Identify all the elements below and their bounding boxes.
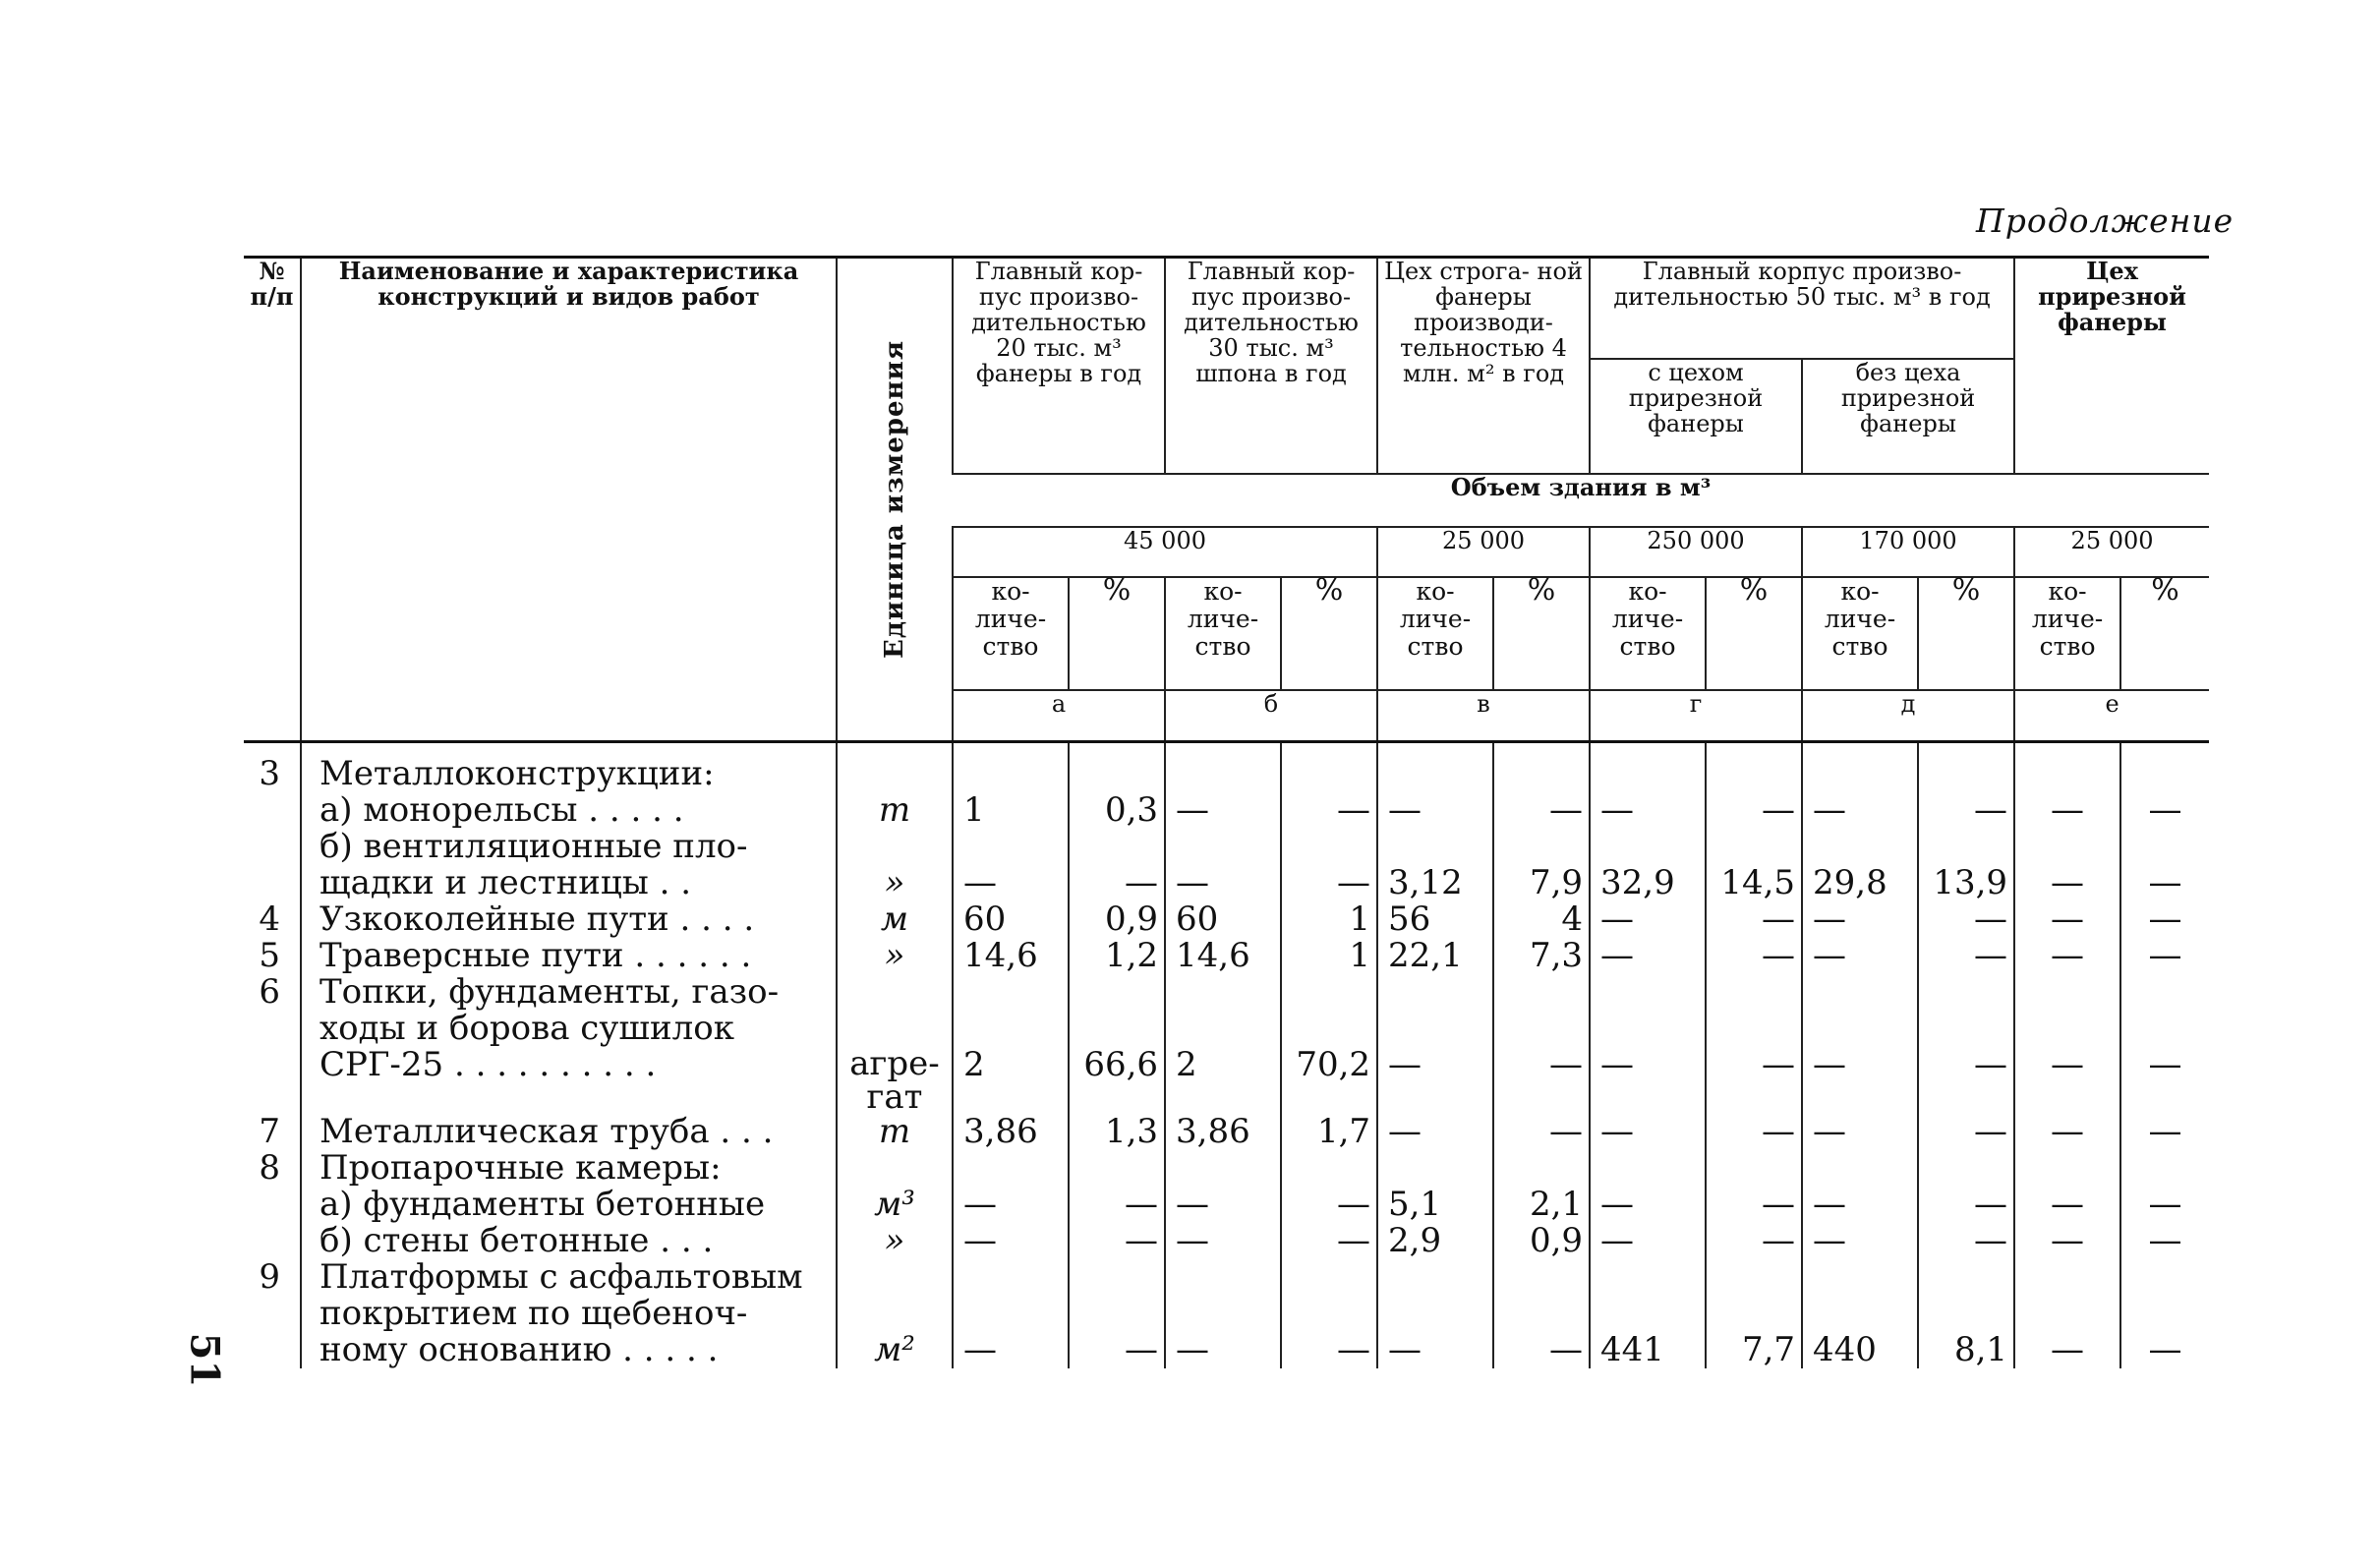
row-value <box>1377 1150 1493 1187</box>
work-volume-table <box>244 256 2209 1368</box>
row-value <box>1590 756 1706 792</box>
row-value <box>1802 1150 1918 1187</box>
row-unit: м <box>837 901 953 938</box>
table-row <box>244 901 2209 938</box>
row-value: — <box>2120 1187 2209 1223</box>
row-value <box>1590 1150 1706 1187</box>
row-value <box>1802 974 1918 1011</box>
table-row <box>244 1047 2209 1114</box>
row-unit: » <box>837 938 953 974</box>
table-row <box>244 1259 2209 1296</box>
row-value: 56 <box>1377 901 1493 938</box>
row-name: щадки и лестницы . . <box>301 865 837 901</box>
row-value <box>953 1296 1069 1332</box>
row-unit <box>837 1296 953 1332</box>
row-value <box>953 1150 1069 1187</box>
row-value <box>1918 974 2014 1011</box>
header-pct: % <box>1706 577 1802 690</box>
row-value: — <box>953 1223 1069 1259</box>
row-value: — <box>2014 865 2120 901</box>
row-number: 6 <box>259 971 280 1012</box>
row-value: — <box>1706 901 1802 938</box>
row-value: 1,7 <box>1281 1114 1377 1150</box>
row-number: 3 <box>259 753 280 793</box>
row-value <box>1802 756 1918 792</box>
row-value <box>953 829 1069 865</box>
row-value <box>1493 1259 1590 1296</box>
table-row <box>244 938 2209 974</box>
row-unit: м³ <box>837 1187 953 1223</box>
row-number <box>244 829 301 865</box>
row-value: — <box>1069 865 1165 901</box>
page-number: 51 <box>181 1332 228 1388</box>
row-value <box>1706 756 1802 792</box>
header-pct: % <box>2120 577 2209 690</box>
row-value: — <box>1493 1114 1590 1150</box>
row-value <box>1069 1150 1165 1187</box>
row-value: 3,86 <box>953 1114 1069 1150</box>
row-value: — <box>1590 1114 1706 1150</box>
row-value <box>1377 1296 1493 1332</box>
row-value: — <box>1377 1047 1493 1114</box>
row-name: Узкоколейные пути . . . . <box>301 901 837 938</box>
row-value: 1 <box>953 792 1069 829</box>
row-value <box>1918 1259 2014 1296</box>
header-volume: Объем здания в м³ <box>953 474 2209 527</box>
row-name: Топки, фундаменты, газо- <box>301 974 837 1011</box>
header-qty: ко- личе- ство <box>953 577 1069 690</box>
row-value <box>1281 1150 1377 1187</box>
row-value <box>2120 1011 2209 1047</box>
row-number <box>244 1332 301 1368</box>
row-value: — <box>1281 1332 1377 1368</box>
row-unit <box>837 756 953 792</box>
row-value <box>953 1259 1069 1296</box>
row-value <box>2120 829 2209 865</box>
row-value: — <box>1493 1332 1590 1368</box>
row-unit: » <box>837 865 953 901</box>
row-name: Пропарочные камеры: <box>301 1150 837 1187</box>
row-value <box>1802 829 1918 865</box>
row-value <box>1165 1011 1281 1047</box>
row-number <box>244 792 301 829</box>
row-value: 2 <box>1165 1047 1281 1114</box>
row-value: 14,5 <box>1706 865 1802 901</box>
row-value: 32,9 <box>1590 865 1706 901</box>
header-pct: % <box>1918 577 2014 690</box>
row-value <box>1590 829 1706 865</box>
row-value <box>1802 1011 1918 1047</box>
row-value: — <box>1165 1187 1281 1223</box>
row-value: — <box>953 1332 1069 1368</box>
row-value: — <box>1165 1332 1281 1368</box>
row-value: — <box>1802 901 1918 938</box>
row-value <box>2014 1296 2120 1332</box>
table-row <box>244 974 2209 1011</box>
row-value: — <box>1706 1047 1802 1114</box>
row-value: 0,9 <box>1493 1223 1590 1259</box>
row-name: Металлоконструкции: <box>301 756 837 792</box>
row-value <box>1493 1011 1590 1047</box>
header-col-d: без цеха прирезной фанеры <box>1802 359 2014 474</box>
row-value <box>953 974 1069 1011</box>
header-letter: е <box>2014 690 2209 742</box>
row-value: — <box>2014 938 2120 974</box>
row-number <box>244 865 301 901</box>
row-value <box>2014 756 2120 792</box>
row-value: 1,3 <box>1069 1114 1165 1150</box>
row-value <box>1281 974 1377 1011</box>
row-value <box>1281 829 1377 865</box>
row-value: — <box>2120 1332 2209 1368</box>
row-value <box>1706 1296 1802 1332</box>
row-value <box>2120 1150 2209 1187</box>
row-value <box>1802 1296 1918 1332</box>
row-value: 3,12 <box>1377 865 1493 901</box>
row-value: — <box>1069 1187 1165 1223</box>
header-qty: ко- личе- ство <box>1802 577 1918 690</box>
row-unit: т <box>837 1114 953 1150</box>
header-letter: б <box>1165 690 1377 742</box>
row-value <box>1590 1011 1706 1047</box>
row-value <box>953 756 1069 792</box>
row-value: 440 <box>1802 1332 1918 1368</box>
row-value <box>2014 829 2120 865</box>
row-value: — <box>2120 865 2209 901</box>
row-name: б) вентиляционные пло- <box>301 829 837 865</box>
row-name: а) монорельсы . . . . . <box>301 792 837 829</box>
row-value <box>1069 1011 1165 1047</box>
row-value <box>1918 1011 2014 1047</box>
row-value: 4 <box>1493 901 1590 938</box>
row-value: — <box>1493 792 1590 829</box>
row-value: — <box>1165 1223 1281 1259</box>
row-value <box>1165 1296 1281 1332</box>
continuation-label: Продолжение <box>1976 202 2235 240</box>
row-value: — <box>1165 792 1281 829</box>
row-value: 0,3 <box>1069 792 1165 829</box>
header-unit <box>837 258 953 742</box>
table-row <box>244 1011 2209 1047</box>
row-value <box>1165 756 1281 792</box>
row-value: — <box>1918 1187 2014 1223</box>
table-row <box>244 829 2209 865</box>
row-value: — <box>1590 1223 1706 1259</box>
row-value: — <box>1802 938 1918 974</box>
row-value: 7,9 <box>1493 865 1590 901</box>
row-value <box>2120 1296 2209 1332</box>
header-col-a: Главный кор- пус произво- дительностью 20 тыс. м³ фанеры в год <box>953 258 1165 474</box>
row-number <box>244 1187 301 1223</box>
row-value: — <box>1281 1187 1377 1223</box>
row-value <box>1590 1296 1706 1332</box>
row-name: ному основанию . . . . . <box>301 1332 837 1368</box>
row-value <box>1165 829 1281 865</box>
row-number <box>244 1047 301 1114</box>
row-value <box>1377 756 1493 792</box>
row-value <box>1069 829 1165 865</box>
header-letter: г <box>1590 690 1802 742</box>
row-value: — <box>2120 1114 2209 1150</box>
row-value <box>1377 1011 1493 1047</box>
row-value: — <box>1590 792 1706 829</box>
table-body <box>244 742 2209 1368</box>
row-name: СРГ-25 . . . . . . . . . . <box>301 1047 837 1114</box>
row-value: — <box>1918 792 2014 829</box>
header-qty: ко- личе- ство <box>2014 577 2120 690</box>
row-value <box>1281 1011 1377 1047</box>
row-value <box>1069 756 1165 792</box>
row-value: — <box>2014 1047 2120 1114</box>
header-pct: % <box>1493 577 1590 690</box>
row-value <box>1493 1296 1590 1332</box>
row-value: — <box>1918 901 2014 938</box>
row-value: — <box>2014 792 2120 829</box>
row-number: 9 <box>259 1256 280 1297</box>
header-letter: а <box>953 690 1165 742</box>
row-value: — <box>1918 938 2014 974</box>
row-value: 13,9 <box>1918 865 2014 901</box>
row-value: 22,1 <box>1377 938 1493 974</box>
row-value <box>1590 1259 1706 1296</box>
row-value: — <box>1590 1047 1706 1114</box>
row-value <box>953 1011 1069 1047</box>
header-col-b: Главный кор- пус произво- дительностью 30 тыс. м³ шпона в год <box>1165 258 1377 474</box>
row-number: 7 <box>259 1111 280 1151</box>
row-value: — <box>2014 901 2120 938</box>
table-row <box>244 756 2209 792</box>
table-row <box>244 1114 2209 1150</box>
header-unit-text: Единица измерения <box>880 339 909 660</box>
row-name: ходы и борова сушилок <box>301 1011 837 1047</box>
row-value <box>1706 974 1802 1011</box>
header-qty: ко- личе- ство <box>1165 577 1281 690</box>
row-number: 5 <box>259 935 280 975</box>
row-value <box>1493 974 1590 1011</box>
row-value: — <box>1706 1223 1802 1259</box>
row-value: — <box>1918 1114 2014 1150</box>
row-unit <box>837 829 953 865</box>
row-value <box>1590 974 1706 1011</box>
row-value: — <box>2014 1114 2120 1150</box>
row-value: — <box>1918 1223 2014 1259</box>
row-unit <box>837 1011 953 1047</box>
row-value <box>1493 1150 1590 1187</box>
row-value: 60 <box>953 901 1069 938</box>
row-value: 14,6 <box>1165 938 1281 974</box>
row-value: — <box>1802 792 1918 829</box>
row-value <box>1918 1296 2014 1332</box>
row-name: Металлическая труба . . . <box>301 1114 837 1150</box>
header-col-e: Цех прирезной фанеры <box>2014 258 2209 474</box>
row-number: 8 <box>259 1147 280 1188</box>
row-value <box>1069 1296 1165 1332</box>
row-unit: м² <box>837 1332 953 1368</box>
header-vol-ab: 45 000 <box>953 527 1377 576</box>
row-value: — <box>953 1187 1069 1223</box>
row-name: б) стены бетонные . . . <box>301 1223 837 1259</box>
row-value: — <box>2014 1332 2120 1368</box>
table-row <box>244 1296 2209 1332</box>
row-unit: агре- гат <box>837 1047 953 1114</box>
row-value: 5,1 <box>1377 1187 1493 1223</box>
row-value: 1 <box>1281 901 1377 938</box>
row-value: 3,86 <box>1165 1114 1281 1150</box>
row-value <box>1281 756 1377 792</box>
row-value <box>2120 974 2209 1011</box>
row-value <box>1069 1259 1165 1296</box>
row-value: — <box>953 865 1069 901</box>
header-letter: д <box>1802 690 2014 742</box>
row-value: 14,6 <box>953 938 1069 974</box>
row-value: — <box>2120 1223 2209 1259</box>
row-value <box>1706 1011 1802 1047</box>
row-value: — <box>1802 1223 1918 1259</box>
row-value: 8,1 <box>1918 1332 2014 1368</box>
row-value: — <box>2120 792 2209 829</box>
row-value <box>1165 1150 1281 1187</box>
row-value: — <box>1377 1114 1493 1150</box>
row-value <box>1706 829 1802 865</box>
row-number <box>244 1223 301 1259</box>
row-value: — <box>1069 1223 1165 1259</box>
row-value <box>2120 1259 2209 1296</box>
row-value: — <box>2120 901 2209 938</box>
table-row <box>244 1150 2209 1187</box>
row-value: — <box>1706 792 1802 829</box>
row-value <box>1706 1150 1802 1187</box>
row-value: — <box>2014 1223 2120 1259</box>
row-value: — <box>1590 901 1706 938</box>
row-unit <box>837 1259 953 1296</box>
header-vol-g: 250 000 <box>1590 527 1802 576</box>
row-value <box>1281 1296 1377 1332</box>
table-row <box>244 865 2209 901</box>
table-row <box>244 1187 2209 1223</box>
row-value <box>1377 974 1493 1011</box>
row-value: 29,8 <box>1802 865 1918 901</box>
row-value: — <box>1706 1114 1802 1150</box>
row-value <box>1069 974 1165 1011</box>
header-name: Наименование и характеристика конструкций и видов работ <box>301 258 837 742</box>
row-value: — <box>1706 1187 1802 1223</box>
row-unit: » <box>837 1223 953 1259</box>
row-value: — <box>2014 1187 2120 1223</box>
row-value: — <box>1281 865 1377 901</box>
header-pct: % <box>1069 577 1165 690</box>
row-value: — <box>1281 792 1377 829</box>
table-row <box>244 792 2209 829</box>
row-value <box>1918 829 2014 865</box>
table-header <box>244 258 2209 742</box>
row-value <box>1493 829 1590 865</box>
row-value <box>2120 756 2209 792</box>
row-value <box>2014 974 2120 1011</box>
row-value <box>1165 974 1281 1011</box>
row-value <box>1377 829 1493 865</box>
row-value: 7,3 <box>1493 938 1590 974</box>
row-unit <box>837 1150 953 1187</box>
row-value: 70,2 <box>1281 1047 1377 1114</box>
header-vol-d: 170 000 <box>1802 527 2014 576</box>
row-value: 441 <box>1590 1332 1706 1368</box>
row-number <box>244 1296 301 1332</box>
row-unit <box>837 974 953 1011</box>
row-value <box>1165 1259 1281 1296</box>
row-value <box>1281 1259 1377 1296</box>
row-value: — <box>1802 1114 1918 1150</box>
row-value <box>2014 1011 2120 1047</box>
row-value <box>1918 756 2014 792</box>
row-name: покрытием по щебеноч- <box>301 1296 837 1332</box>
row-value <box>1377 1259 1493 1296</box>
row-value <box>1918 1150 2014 1187</box>
row-value: — <box>1802 1047 1918 1114</box>
row-value <box>2014 1150 2120 1187</box>
row-value: — <box>1377 792 1493 829</box>
row-value <box>1802 1259 1918 1296</box>
header-letter: в <box>1377 690 1590 742</box>
row-value: — <box>1069 1332 1165 1368</box>
row-value: — <box>1918 1047 2014 1114</box>
row-number: 4 <box>259 899 280 939</box>
header-num: № п/п <box>244 258 301 742</box>
row-value: 60 <box>1165 901 1281 938</box>
row-value: 2 <box>953 1047 1069 1114</box>
row-name: а) фундаменты бетонные <box>301 1187 837 1223</box>
row-number <box>244 1011 301 1047</box>
header-vol-e: 25 000 <box>2014 527 2209 576</box>
row-value: — <box>1590 938 1706 974</box>
row-value: 7,7 <box>1706 1332 1802 1368</box>
row-value: 1,2 <box>1069 938 1165 974</box>
row-value: — <box>2120 1047 2209 1114</box>
table-row <box>244 1223 2209 1259</box>
row-value <box>1493 756 1590 792</box>
row-value: 0,9 <box>1069 901 1165 938</box>
header-col-gd: Главный корпус произво- дительностью 50 тыс. м³ в год <box>1590 258 2014 359</box>
header-col-g: с цехом прирезной фанеры <box>1590 359 1802 474</box>
row-value: — <box>1281 1223 1377 1259</box>
header-qty: ко- личе- ство <box>1377 577 1493 690</box>
row-value: — <box>1377 1332 1493 1368</box>
row-value <box>1706 1259 1802 1296</box>
row-value: 66,6 <box>1069 1047 1165 1114</box>
row-value: — <box>1706 938 1802 974</box>
row-value: — <box>2120 938 2209 974</box>
row-value: — <box>1493 1047 1590 1114</box>
header-pct: % <box>1281 577 1377 690</box>
header-col-c: Цех строга- ной фанеры производи- тельностью 4 млн. м² в год <box>1377 258 1590 474</box>
row-value: — <box>1165 865 1281 901</box>
header-qty: ко- личе- ство <box>1590 577 1706 690</box>
row-value <box>2014 1259 2120 1296</box>
row-value: 2,1 <box>1493 1187 1590 1223</box>
row-value: 2,9 <box>1377 1223 1493 1259</box>
row-name: Платформы с асфальтовым <box>301 1259 837 1296</box>
row-value: — <box>1802 1187 1918 1223</box>
table-row <box>244 1332 2209 1368</box>
row-value: — <box>1590 1187 1706 1223</box>
row-name: Траверсные пути . . . . . . <box>301 938 837 974</box>
row-unit: т <box>837 792 953 829</box>
row-value: 1 <box>1281 938 1377 974</box>
header-vol-c: 25 000 <box>1377 527 1590 576</box>
